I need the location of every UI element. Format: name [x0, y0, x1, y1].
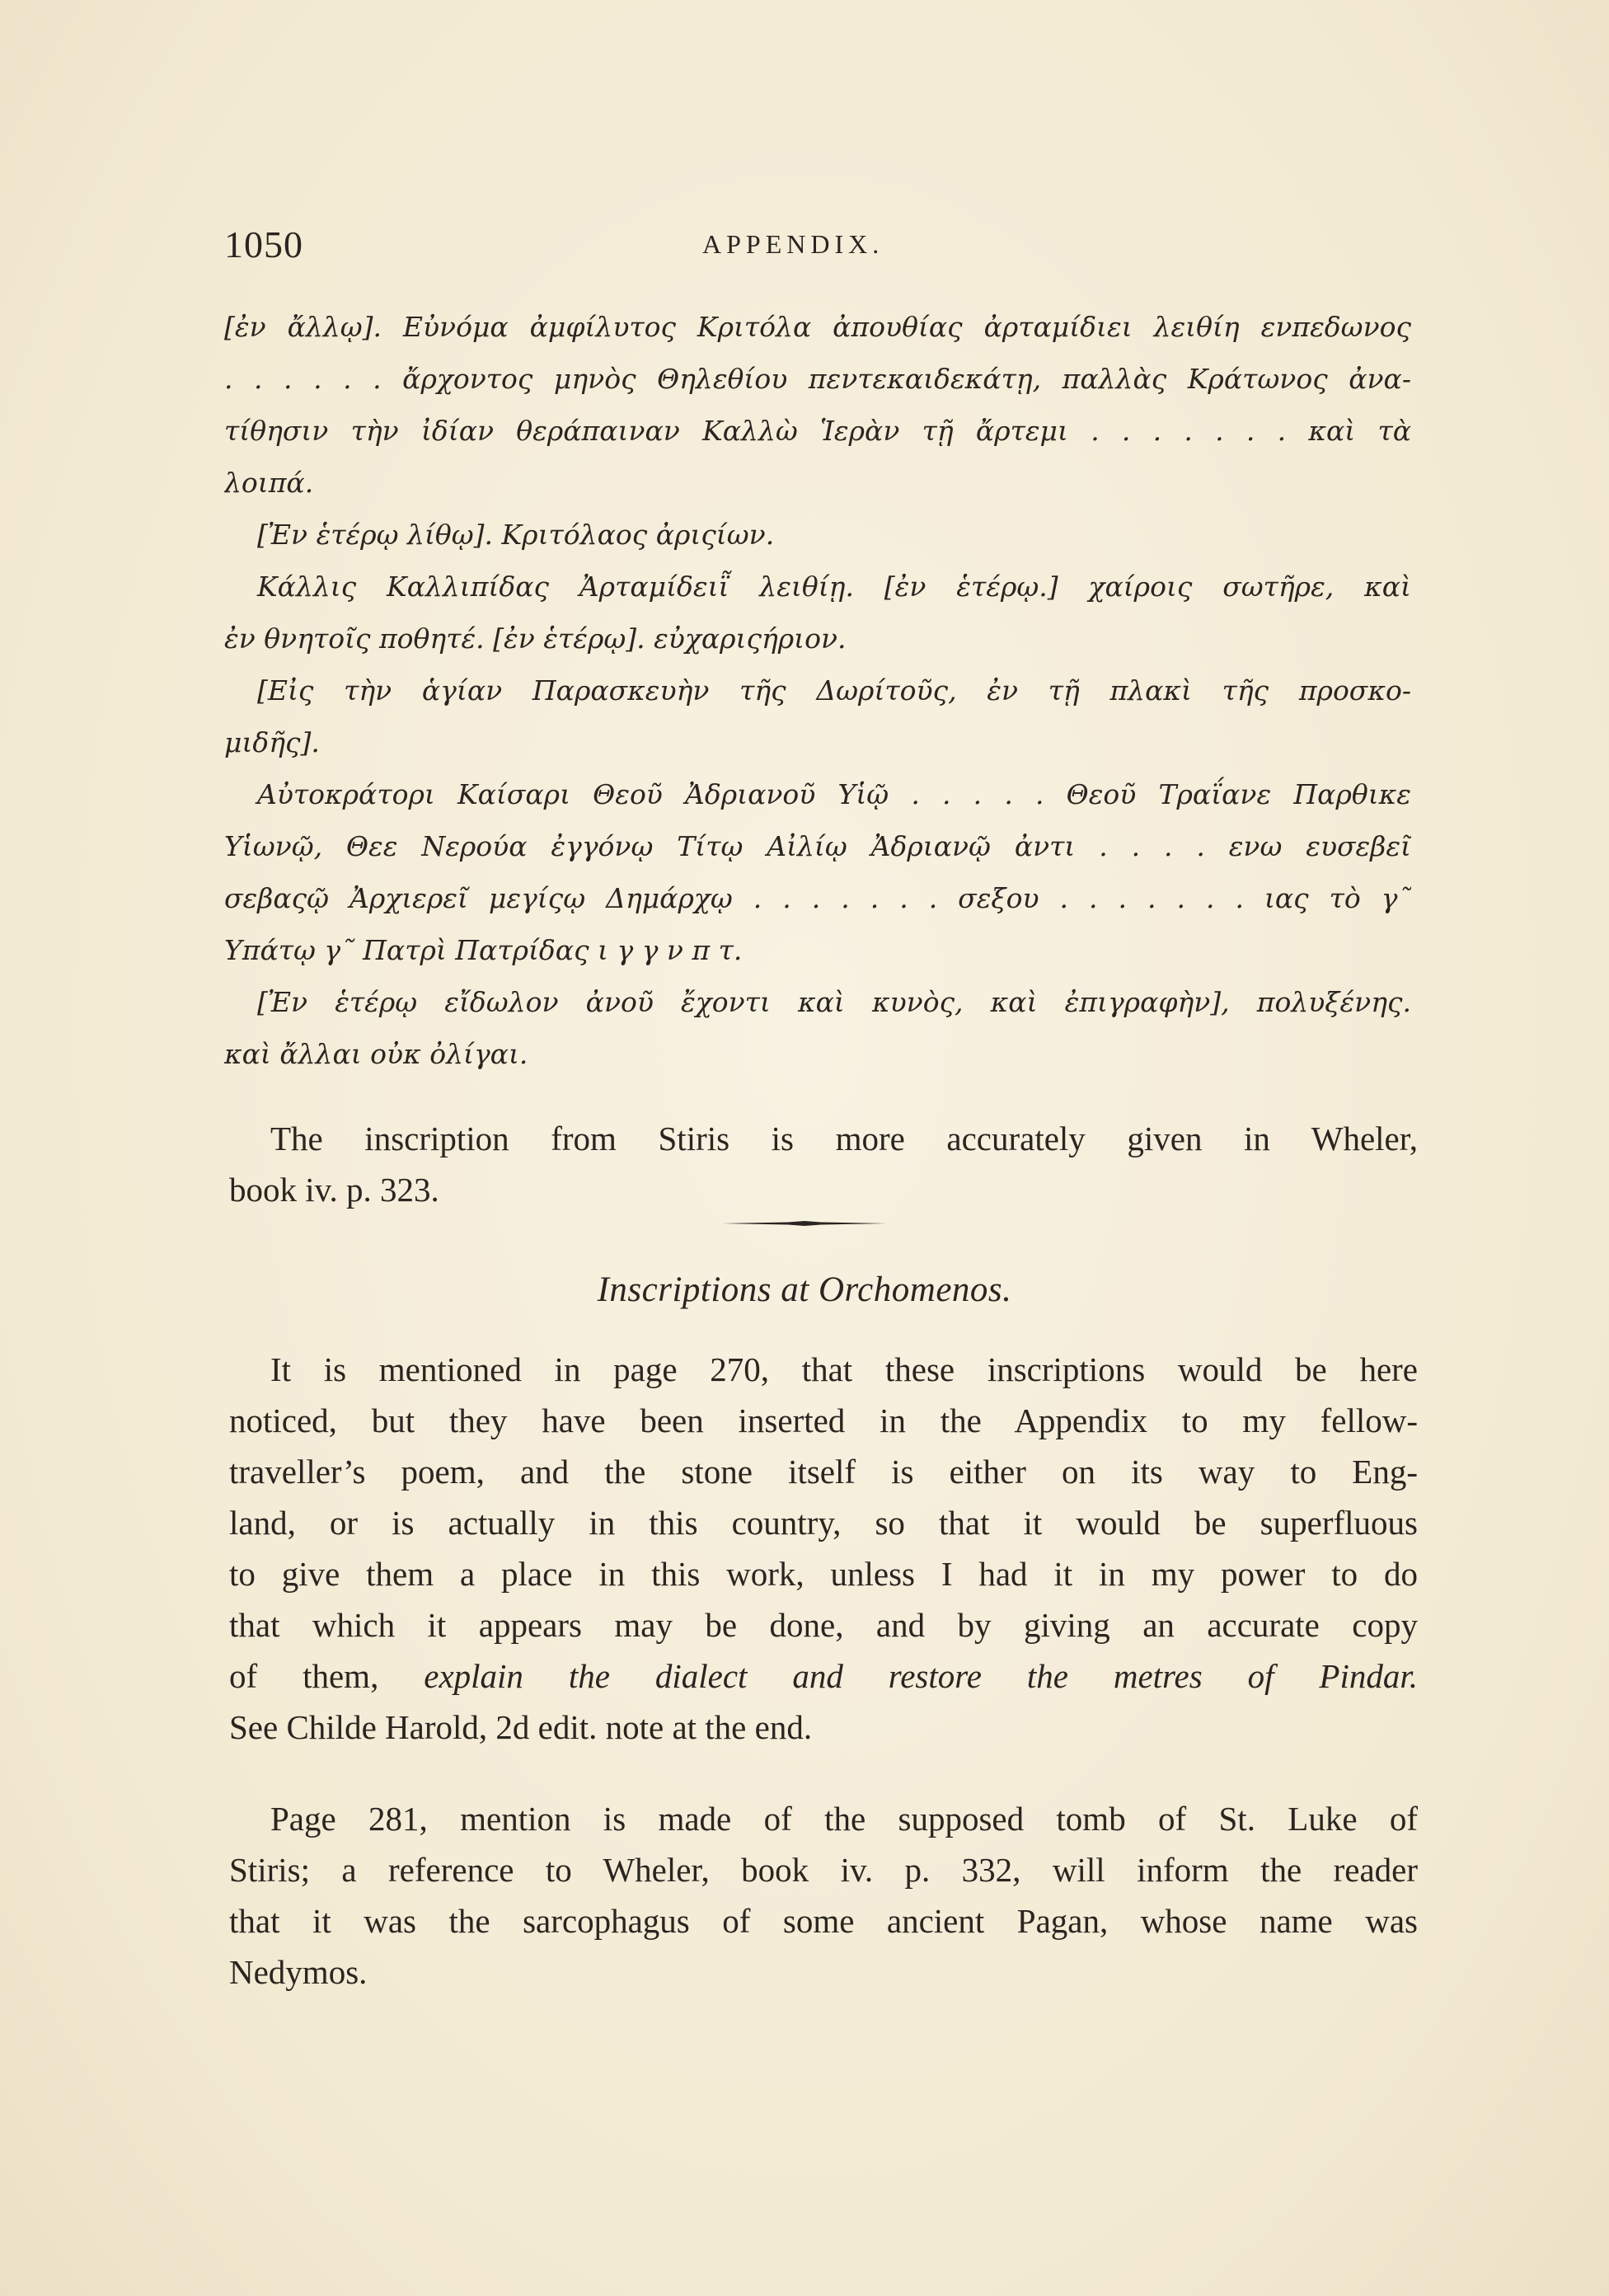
page-number: 1050 — [224, 223, 303, 265]
section-title: Inscriptions at Orchomenos. — [597, 1270, 1012, 1309]
greek-line: Υπάτῳ γ˜ Πατρὶ Πατρίδας ι γ γ ν π τ. — [224, 934, 743, 966]
paragraph-line: noticed, but they have been inserted in the Appendix to my fellow- — [229, 1402, 1418, 1439]
paragraph-line: that which it appears may be done, and by giving an accurate copy — [229, 1606, 1418, 1644]
greek-line: [Ἐν ἑτέρῳ εἴδωλον ἀνοῦ ἔχοντι καὶ κυνὸς, καὶ ἐπιγραφὴν], πολυξένης. — [257, 986, 1411, 1018]
paragraph-line: It is mentioned in page 270, that these inscriptions would be here — [270, 1350, 1418, 1388]
greek-inscriptions — [224, 301, 1411, 1080]
greek-line: [ἐν ἄλλῳ]. Εὐνόμα ἀμφίλυτος Κριτόλα ἀπουθίας ἀρταμίδιει λειθίη ενπεδωνος — [224, 311, 1411, 343]
paragraph-line: to give them a place in this work, unless I had it in my power to do — [229, 1555, 1418, 1593]
greek-line: Αὐτοκράτορι Καίσαρι Θεοῦ Ἀδριανοῦ Υἱῷ . . . . . Θεοῦ Τραΐανε Παρθικε — [257, 778, 1411, 810]
paragraph-line: Stiris; a reference to Wheler, book iv. p. 332, will inform the reader — [229, 1851, 1418, 1889]
paragraph-line: traveller’s poem, and the stone itself is either on its way to Eng- — [229, 1453, 1418, 1491]
greek-line: ἐν θνητοῖς ποθητέ. [ἐν ἑτέρῳ]. εὐχαριςήριον. — [224, 622, 847, 655]
note-line: The inscription from Stiris is more accurately given in Wheler, — [270, 1120, 1418, 1157]
paragraph-line: Nedymos. — [229, 1953, 368, 1991]
greek-line: λοιπά. — [224, 467, 314, 499]
greek-line: μιδῆς]. — [224, 726, 320, 758]
paragraph-line: that it was the sarcophagus of some ancient Pagan, whose name was — [229, 1902, 1418, 1940]
paragraph-line — [229, 1650, 1418, 1702]
greek-line: Κάλλις Καλλιπίδας Ἀρταμίδειῗ λειθίῃ. [ἐν ἑτέρῳ.] χαίροις σωτῆρε, καὶ — [257, 570, 1411, 603]
paragraph-text: of them, — [229, 1657, 425, 1695]
section-divider-ornament — [722, 1220, 887, 1227]
greek-line: [Εἰς τὴν ἁγίαν Παρασκευὴν τῆς Δωρίτοῦς, ἐν τῇ πλακὶ τῆς προσκο- — [257, 674, 1411, 707]
paragraph-line: See Childe Harold, 2d edit. note at the end. — [229, 1708, 813, 1746]
greek-line: σεβαςῷ Ἀρχιερεῖ μεγίςῳ Δημάρχῳ . . . . . . . σεξου . . . . . . . ιας τὸ γ˜ — [224, 882, 1411, 914]
greek-line: [Ἐν ἑτέρῳ λίθῳ]. Κριτόλαος ἀριςίων. — [257, 519, 775, 551]
paragraph-line: Page 281, mention is made of the supposed tomb of St. Luke of — [270, 1800, 1418, 1838]
greek-line: καὶ ἄλλαι οὐκ ὀλίγαι. — [224, 1038, 528, 1070]
orchomenos-paragraph — [229, 1344, 1418, 1753]
stiris-note — [229, 1113, 1418, 1215]
page-header — [224, 223, 1411, 272]
greek-line: . . . . . . ἄρχοντος μηνὸς Θηλεθίου πεντεκαιδεκάτῃ, παλλὰς Κράτωνος ἀνα- — [224, 363, 1411, 395]
stiris-tomb-paragraph — [229, 1793, 1418, 1998]
greek-line: Υἱωνῷ, Θεε Νερούα ἐγγόνῳ Τίτῳ Αἰλίῳ Ἀδριανῷ ἀντι . . . . ενω ευσεβεῖ — [224, 830, 1411, 862]
italic-quote: explain the dialect and restore the metres of Pindar. — [424, 1657, 1418, 1695]
running-head: APPENDIX. — [702, 229, 884, 259]
greek-line: τίθησιν τὴν ἰδίαν θεράπαιναν Καλλὼ Ἱερὰν τῇ ἄρτεμι . . . . . . . καὶ τὰ — [224, 415, 1411, 447]
note-line: book iv. p. 323. — [229, 1171, 439, 1209]
paragraph-line: land, or is actually in this country, so that it would be superfluous — [229, 1504, 1418, 1542]
